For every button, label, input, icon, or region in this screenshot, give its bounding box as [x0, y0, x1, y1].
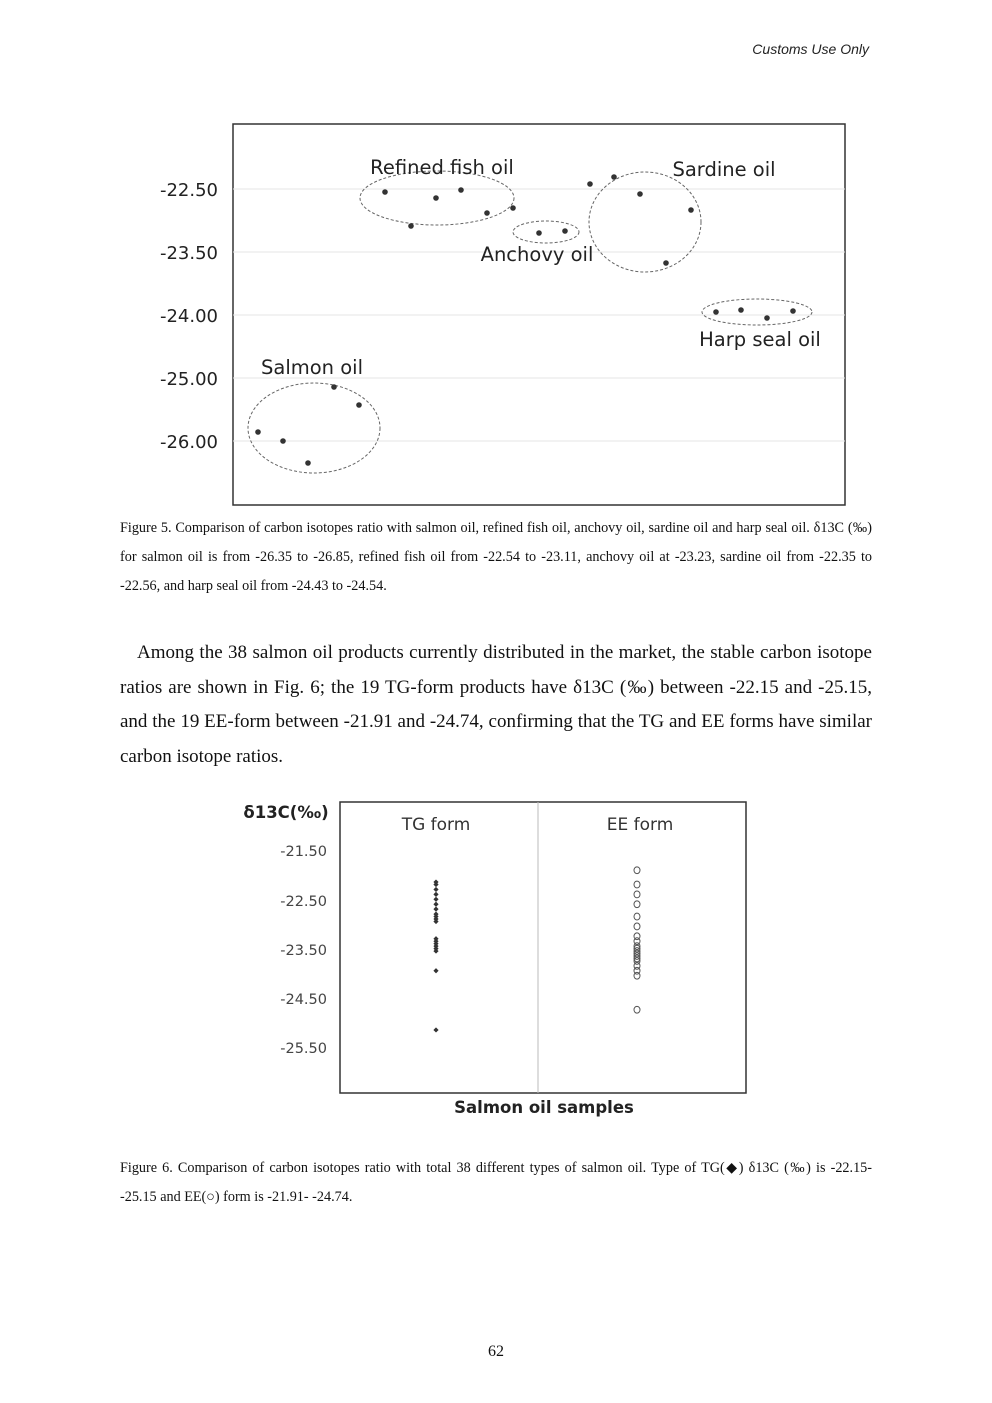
- legend-ee-form: EE form: [606, 815, 674, 835]
- figure-6-caption: Figure 6. Comparison of carbon isotopes ratio with total 38 different types of salmon oil. Type of TG(◆) δ13C (‰) is -22.15- -25.15 and EE(○) form is -21.91- -24.74.: [120, 1160, 872, 1205]
- y-tick-label: -23.50: [280, 943, 327, 959]
- figure-5-caption: Figure 5. Comparison of carbon isotopes ratio with salmon oil, refined fish oil, anchovy oil, sardine oil and harp seal oil. δ13C (‰) for salmon oil is from -26.35 to -26.85, refined fish oil from -22.54 to -23.11, anchovy oil at -23.23, sardine oil from -22.35 to -22.56, and harp seal oil from -24.43 to -24.54.: [120, 520, 872, 594]
- group-label: Anchovy oil: [480, 243, 594, 266]
- ee-data-point: [634, 972, 640, 979]
- tg-data-point: [433, 887, 438, 892]
- page-number: 62: [488, 1343, 504, 1360]
- ee-data-point: [634, 913, 640, 920]
- y-tick-label: -22.50: [280, 894, 327, 910]
- y-tick-label: -24.00: [159, 306, 218, 327]
- legend-tg-form: TG form: [401, 815, 471, 835]
- group-label: Harp seal oil: [699, 328, 821, 351]
- tg-data-point: [433, 892, 438, 897]
- tg-data-point: [433, 902, 438, 907]
- y-tick-label: -24.50: [280, 992, 327, 1008]
- group-label: Refined fish oil: [370, 156, 514, 179]
- y-tick-label: -21.50: [280, 844, 327, 860]
- ee-data-point: [634, 891, 640, 898]
- tg-data-point: [433, 1027, 438, 1032]
- ee-data-point: [634, 881, 640, 888]
- ee-data-point: [634, 1006, 640, 1013]
- x-axis-title: Salmon oil samples: [454, 1098, 634, 1117]
- y-axis-title: δ13C(‰): [243, 803, 329, 822]
- y-tick-label: -23.50: [159, 243, 218, 264]
- y-tick-label: -22.50: [159, 180, 218, 201]
- tg-data-point: [433, 968, 438, 973]
- ee-data-point: [634, 901, 640, 908]
- group-label: Salmon oil: [261, 356, 363, 379]
- y-tick-label: -26.00: [159, 432, 218, 453]
- header-customs-use-only: Customs Use Only: [752, 41, 869, 57]
- tg-data-point: [433, 897, 438, 902]
- tg-data-point: [433, 907, 438, 912]
- y-tick-label: -25.00: [159, 369, 218, 390]
- ee-data-point: [634, 867, 640, 874]
- body-paragraph: Among the 38 salmon oil products currently distributed in the market, the stable carbon isotope ratios are shown in Fig. 6; the 19 TG-form products have δ13C (‰) between -22.15 and -25.15, and the 19 EE-form between -21.91 and -24.74, confirming that the TG and EE forms have similar carbon isotope ratios.: [120, 642, 872, 767]
- group-label: Sardine oil: [672, 158, 776, 181]
- ee-data-point: [634, 923, 640, 930]
- y-tick-label: -25.50: [280, 1041, 327, 1057]
